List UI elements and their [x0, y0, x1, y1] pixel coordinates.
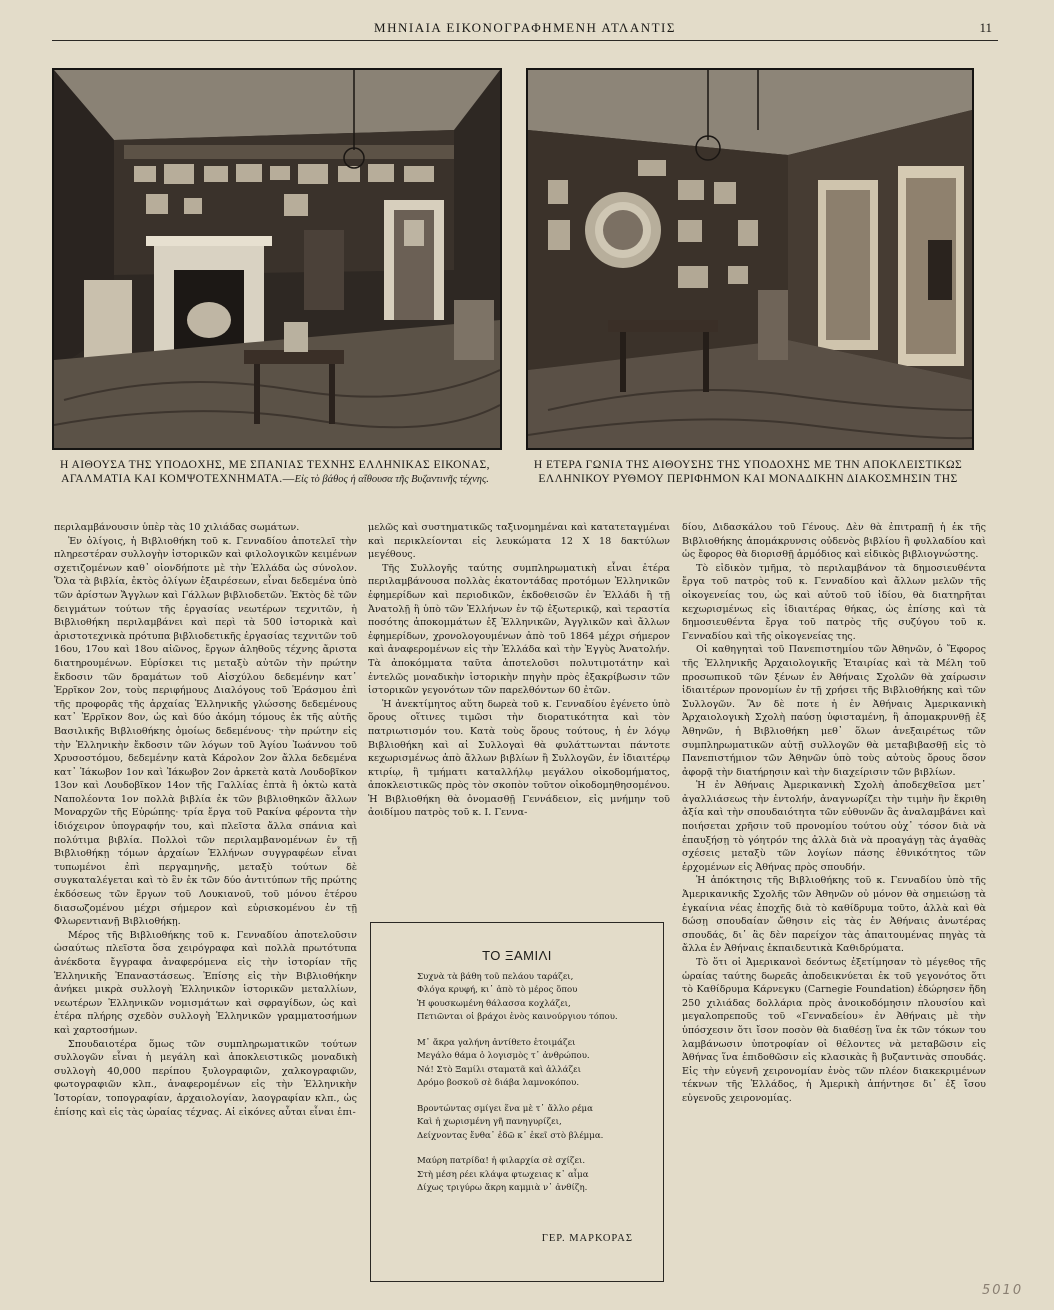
poem-verse: Ἡ φουσκωμένη θάλασσα κοχλάζει, [417, 998, 571, 1009]
text-column-2 [368, 521, 670, 906]
poem-verse: Βροντώντας σμίγει ἕνα μὲ τ᾽ ἄλλο ρέμα [417, 1103, 593, 1114]
library-reception-room-photo [54, 70, 500, 448]
col1-paragraph: Σπουδαιοτέρα ὅμως τῶν συμπληρωματικῶν τούτων συλλογῶν εἶναι ἡ μεγάλη καὶ ἀποκλειστικῶς μοναδικὴ συλλογὴ 40,000 περίπου ξυλογραφιῶν, χαλκογραφιῶν, φωτογραφιῶν κλπ., ἀναφερομένων εἰς τὴν Ἑλληνικὴν Ἱστορίαν, τοπογραφίαν, ἀρχαιολογίαν, λαογραφίαν κλπ., ὡς ἐπίσης καὶ εἰς τὰς ὡραίας τέχνας. Αἱ εἰκόνες αὗται εἶναι ἐπι- [54, 1038, 357, 1118]
poem-verse: Μ᾽ ἄκρα γαλήνη ἀντίθετο ἑτοιμάζει [417, 1037, 576, 1048]
poem-verse: Δίχως τριγύρω ἄκρη καμμιὰ ν᾽ ἀνθίζη. [417, 1183, 588, 1193]
text-column-3 [682, 521, 986, 1299]
left-caption-note: Εἰς τὸ βάθος ἡ αἴθουσα τῆς Βυζαντινῆς τέχνης. [294, 474, 489, 485]
col3-paragraph: Οἱ καθηγηταὶ τοῦ Πανεπιστημίου τῶν Ἀθηνῶν, ὁ Ἔφορος τῆς Ἑλληνικῆς Ἀρχαιολογικῆς Ἑταιρίας καὶ τὰ Μέλη τοῦ προσωπικοῦ τῶν ξένων ἐν Ἀθήναις Σχολῶν θὰ χαίρωσιν ἰδιαιτέρων προνομίων ἐν τῇ χρήσει τῆς Βιβλιοθήκης καὶ τῶν Συλλογῶν. Ἂν δὲ ποτε ἡ ἐν Ἀθήναις Ἀμερικανικὴ Ἀρχαιολογικὴ Σχολὴ παύσῃ ὑφισταμένη, ἢ ἀπομακρυνθῇ ἐξ Ἀθηνῶν, ἡ Βιβλιοθήκη μεθ᾽ ὅλων ἀνεξαιρέτως τῶν συμπληρωματικῶν αὐτῇ συλλογῶν θὰ μεταβιβασθῇ εἰς τὸ Πανεπιστήμιον τῶν Ἀθηνῶν ὑπὸ τοὺς αὐτοὺς ὅρους ὅσον ἀφορᾷ τὴν διατήρησιν καὶ τὴν διαχείρισιν τῶν βιβλίων. [682, 644, 986, 778]
col3-paragraph: δίου, Διδασκάλου τοῦ Γένους. Δὲν θὰ ἐπιτραπῇ ἡ ἐκ τῆς Βιβλιοθήκης ἀπομάκρυνσις οὐδενὸς βιβλίου ἢ φυλλαδίου καὶ ὡς ἔφορος θὰ διορισθῇ ἁρμόδιος καὶ εἰδικὸς βιβλιογνώστης. [682, 522, 986, 561]
col2-paragraph: Ἡ ἀνεκτίμητος αὕτη δωρεὰ τοῦ κ. Γενναδίου ἐγένετο ὑπὸ ὅρους οἵτινες τιμῶσι τὴν διορατικότητα καὶ τὸν πατριωτισμόν του. Κατὰ τοὺς ὅρους τούτους, ἡ ἐν λόγῳ Βιβλιοθήκη καὶ αἱ Συλλογαὶ θὰ φυλάττωνται πάντοτε κεχωρισμένως ἀπὸ ἄλλων βιβλίων ἢ Συλλογῶν, ἐν ἰδιαιτέρῳ κτιρίῳ, ἢ τμήματι καταλλήλῳ μεγάλου οἰκοδομήματος, ἀποκλειστικῶς πρὸς τὸν σκοπὸν τοῦτον οἰκοδομηθησομένου. Ἡ Βιβλιοθήκη θὰ ὀνομασθῇ Γεννάδειον, εἰς μνήμην τοῦ ἀοιδίμου πατρὸς τοῦ κ. Ι. Γεννα- [368, 698, 670, 819]
poem-verse: Πετιῶνται οἱ βράχοι ἑνὸς καινούργιου τόπου. [417, 1012, 618, 1022]
poem-box [370, 922, 664, 1282]
poem-verse: Δρόμο βοσκοῦ σὲ διάβα λαμνοκόπου. [417, 1078, 580, 1088]
room-corner-photo [526, 68, 974, 450]
poem-verse: Δείχνοντας ἔνθα᾽ ἐδῶ κ᾽ ἐκεῖ στὸ βλέμμα. [417, 1130, 604, 1141]
right-caption-main: Η ΕΤΕΡΑ ΓΩΝΙΑ ΤΗΣ ΑΙΘΟΥΣΗΣ ΤΗΣ ΥΠΟΔΟΧΗΣ ΜΕ ΤΗΝ ΑΠΟΚΛΕΙΣΤΙΚΩΣ ΕΛΛΗΝΙΚΟΥ ΡΥΘΜΟΥ ΠΕΡΙΦΗΜΟΝ ΚΑΙ ΜΟΝΑΔΙΚΗΝ ΔΙΑΚΟΣΜΗΣΙΝ ΤΗΣ [533, 458, 963, 485]
poem-title: ΤΟ ΞΑΜΙΛΙ [482, 948, 552, 963]
col1-paragraph: περιλαμβάνουσιν ὑπὲρ τὰς 10 χιλιάδας σωμάτων. [54, 522, 300, 533]
library-room-corner-photo [528, 70, 972, 448]
poem-verse: Στὴ μέση ρέει κλάψα φτωχειας κ᾽ αἷμα [417, 1169, 589, 1180]
poem-stanza [417, 1037, 617, 1091]
col3-paragraph: Τὸ εἰδικὸν τμῆμα, τὸ περιλαμβάνον τὰ δημοσιευθέντα ἔργα τοῦ πατρὸς τοῦ κ. Γενναδίου καὶ ἄλλων μελῶν τῆς οἰκογενείας του, ὡς καὶ αὐτοῦ τοῦ ἰδίου, θὰ διατηρῆται κεχωρισμένως εἰς ἰδιαιτέρας θήκας, ὡς ἐπίσης καὶ τὰ δημοσιευθέντα ἔργα τοῦ πατρὸς τῆς συζύγου τοῦ κ. Γενναδίου καὶ τῆς οἰκογενείας της. [682, 562, 986, 642]
poem-author: ΓΕΡ. ΜΑΡΚΟΡΑΣ [541, 1232, 633, 1244]
pencil-annotation: 5010 [982, 1283, 1024, 1298]
col3-paragraph: Τὸ ὅτι οἱ Ἀμερικανοὶ δεόντως ἐξετίμησαν τὸ μέγεθος τῆς ὡραίας ταύτης δωρεᾶς ἀποδεικνύεται ἐκ τοῦ γεγονότος ὅτι τὸ Καθίδρυμα Κάρνεγκυ (Carnegie Foundation) ἐδώρησεν ἤδη 250 χιλιάδας δολλάρια πρὸς ἀνοικοδόμησιν πλουσίου καὶ μεγαλοπρεποῦς τοῦ «Γενναδείου» ἐν Ἀθήναις μὲ τὴν ὑπόσχεσιν ὅτι ἴσον ποσὸν θὰ διαθέσῃ ἵνα ἐκ τῶν τόκων του λαμβάνωσιν ὑποτροφίαν οἱ θέλοντες νὰ μεταβῶσιν εἰς Ἀθήνας ἵνα ἐπιδοθῶσιν εἰς κλασικὰς ἢ βυζαντινὰς σπουδάς. Εἰς τὴν εὐγενῆ χειρονομίαν ἑνὸς τῶν πλέον διακεκριμένων τέκνων τῆς Ἑλλάδος, ἡ Ἀμερικὴ ἀπήντησε δι᾽ ἐξ ἴσου εὐγενοῦς χειρονομίας. [682, 957, 986, 1104]
col1-paragraph: Ἐν ὀλίγοις, ἡ Βιβλιοθήκη τοῦ κ. Γενναδίου ἀποτελεῖ τὴν πληρεστέραν συλλογὴν ἱστορικῶν καὶ φιλολογικῶν κειμένων σχετιζομένων καθ᾽ οἱονδήποτε μὲ τὴν Ἑλλάδα ὡς σύνολον. Ὅλα τὰ βιβλία, ἐκτὸς ὀλίγων ἐξαιρέσεων, εἶναι δεδεμένα ὑπὸ τῶν ἀρίστων Ἄγγλων καὶ Γάλλων βιβλιοδετῶν. Ἐκτὸς δὲ τῶν δειγμάτων τούτων τῆς ἐργασίας νεωτέρων τεχνιτῶν, ἡ Βιβλιοθήκη περιλαμβάνει καὶ περὶ τὰ 500 ἱστορικὰ καὶ ἀριστοτεχνικὰ πρότυπα βιβλιοδετικῆς ἐργασίας τεχνιτῶν τοῦ 16ου, 17ου καὶ 18ου αἰῶνος, ἔργων ἀληθοῦς τέχνης ἄριστα διατηρουμένων. Εὑρίσκει τις μεταξὺ αὐτῶν τὴν πρώτην ἔκδοσιν τῶν δραμάτων τοῦ Αἰσχύλου δεδεμένην κατ᾽ Ἐρρῖκον 2ον, τοὺς περιφήμους Διαλόγους τοῦ Ἐράσμου ἐπὶ τῆς προφορᾶς τῆς ἀρχαίας Ἑλληνικῆς γλώσσης δεδεμένους κατ᾽ Ἐρρῖκον 8ον, ὡς καὶ δύο ἀκόμη τόμους ἐκ τῆς αὐτῆς Βασιλικῆς Βιβλιοθήκης ὁμοίως δεδεμένους· τὴν πρώτην εἰς τὴν Ἑλληνικὴν ἔκδοσιν τῶν λόγων τοῦ Ἁγίου Ἰωάννου τοῦ Χρυσοστόμου, δεδεμένην κατὰ Κάρολον 2ον ἄλλα δεδεμένα κατ᾽ Ἰάκωβον 1ον καὶ Ἰάκωβον 2ον ἀρκετὰ κατὰ Λουδοβῖκον 13ον καὶ Λουδοβῖκον 14ον τῆς Γαλλίας ἑπτὰ ἢ ὀκτὼ κατὰ Ναπολέοντα 1ον πολλὰ βιβλία ἐκ τῶν βιβλιοθηκῶν ἄλλων Μοναρχῶν τῆς Εὐρώπης· τρία ἔργα τοῦ Ρακίνα φέροντα τὴν ἰδιόχειρον ὑπογραφήν του, καὶ πλεῖστα ἄλλα σπάνια καὶ πολύτιμα βιβλία. Πολλοὶ τῶν περιλαμβανομένων ἐν τῇ Βιβλιοθήκῃ τόμων ἀρχαίων Ἑλλήνων συγγραφέων εἶναι τυπωμένοι ἐπὶ περγαμηνῆς, μεταξὺ τούτων δὲ συγκαταλέγεται καὶ τὸ ἓν ἐκ τῶν δύο ἀντιτύπων τῆς πρώτης ἐκδόσεως τῶν ἔργων τοῦ Λουκιανοῦ, τοῦ μόνου ἑτέρου διασωζομένου μέχρι σήμερον καὶ εὑρισκομένου ἐν τῇ Φλωρεντιανῇ Βιβλιοθήκῃ. [54, 535, 357, 928]
col2-paragraph: μελῶς καὶ συστηματικῶς ταξινομημέναι καὶ κατατεταγμέναι καὶ περικλείονται εἰς λευκώματα 12 X 18 δακτύλων μεγέθους. [368, 522, 670, 561]
poem-stanza [417, 1155, 617, 1196]
poem-verse: Νά! Στὸ Ξαμίλι σταματᾶ καὶ ἀλλάζει [417, 1064, 581, 1075]
poem-verse: Μαύρη πατρίδα! ἡ φιλαρχία σὲ σχίζει. [417, 1156, 586, 1166]
col2-paragraph: Τῆς Συλλογῆς ταύτης συμπληρωματικὴ εἶναι ἑτέρα περιλαμβάνουσα πολλὰς ἑκατοντάδας προτόμων Ἑλληνικῶν ἐφημερίδων καὶ περιοδικῶν, ἐκδοθεισῶν ἐν Ἑλλάδι ἢ τῇ Ἀνατολῇ ἢ ὑπὸ τῶν Ἑλλήνων ἐν τῷ ἐξωτερικῷ, καὶ τεραστία ποσότης ἀποκομμάτων ἐξ Ἑλληνικῶν, Ἀγγλικῶν καὶ ἄλλων ἐφημερίδων, χρονολογουμένων ἀπὸ τοῦ 1864 μέχρι σήμερον καὶ ἀναφερομένων εἰς τὴν Ἑλλάδα καὶ τὴν Ἐγγὺς Ἀνατολήν. Τὰ ἀποκόμματα ταῦτα ἀποτελοῦσι πολυτιμοτάτην καὶ ἐντελῶς μοναδικὴν ἱστορικὴν πηγὴν πρὸς ἐξακρίβωσιν τῶν ἱστορικῶν γεγονότων τῶν παρελθόντων 60 ἐτῶν. [368, 562, 670, 697]
header-rule [52, 40, 998, 41]
right-photo-caption [526, 458, 970, 486]
poem-verse: Συχνὰ τὰ βάθη τοῦ πελάου ταράζει, [417, 971, 574, 982]
poem-verse: Καὶ ἡ χωρισμένη γῆ πανηγυρίζει, [417, 1117, 562, 1127]
col3-paragraph: Ἡ ἀπόκτησις τῆς Βιβλιοθήκης τοῦ κ. Γενναδίου ὑπὸ τῆς Ἀμερικανικῆς Σχολῆς τῶν Ἀθηνῶν οὐ μόνον θὰ σημειώσῃ τὰ ἐγκαίνια νέας ἐποχῆς διὰ τὸ καθίδρυμα τοῦτο, ἀλλὰ καὶ θὰ δώσῃ σπουδαίαν ὤθησιν εἰς τὰς ἐν Ἀθήναις ἀνωτέρας σπουδάς, δι᾽ ἃς δὲν παρείχον τὰς ἀπαιτουμένας πηγὰς τὰ ἄλλα ἐν Ἀθήναις ἐκπαιδευτικὰ Καθιδρύματα. [682, 875, 986, 955]
text-column-1 [54, 521, 357, 1299]
col1-paragraph: Μέρος τῆς Βιβλιοθήκης τοῦ κ. Γενναδίου ἀποτελοῦσιν ὡσαύτως πλεῖστα ὅσα χειρόγραφα καὶ πολλὰ πρωτότυπα ἀνέκδοτα ἔγγραφα ἀναφερόμενα εἰς τὴν ἱστορίαν τῆς Ἑλληνικῆς Ἐπαναστάσεως. Ἐπίσης εἰς τὴν Βιβλιοθήκην ἀνήκει μικρὰ συλλογὴ Ἑλληνικῶν ἱστορικῶν μεταλλίων, νεωτέρων Ἑλληνικῶν νομισμάτων καὶ σφραγίδων, ὡς καὶ ἑτέρα πλήρης σχεδὸν συλλογὴ Ἑλληνικῶν γραμματοσήμων καὶ χαρτοσήμων. [54, 929, 357, 1036]
poem-stanza [417, 971, 617, 1025]
left-photo-caption [52, 458, 498, 487]
col3-paragraph: Ἡ ἐν Ἀθήναις Ἀμερικανικὴ Σχολὴ ἀποδεχθεῖσα μετ᾽ ἀγαλλιάσεως τὴν ἐντολήν, ἀναγνωρίζει τὴν τιμὴν ἣν ἔκριθη ἀξία καὶ τὴν σπουδαιότητα τῶν εὐθυνῶν ἃς ἀναλαμβάνει καὶ ποιήσεται χρῆσιν τοῦ προνομίου τούτου οὐχ᾽ τόσον διὰ νὰ ἐπαυξήσῃ τὸ γόητρόν της ἀλλὰ διὰ νὰ προαγάγῃ τὰς ἀγαθὰς σχέσεις μεταξὺ τῶν λογίων πάσης ἐθνικότητος τῶν ἐρχομένων εἰς Ἀθήνας πρὸς σπουδήν. [682, 780, 986, 873]
poem-verse: Φλόγα κρυφή, κι᾽ ἀπὸ τὸ μέρος ὅπου [417, 985, 578, 995]
page-number: 11 [979, 20, 992, 35]
magazine-title: ΜΗΝΙΑΙΑ ΕΙΚΟΝΟΓΡΑΦΗΜΕΝΗ ΑΤΛΑΝΤΙΣ [374, 20, 676, 35]
reception-room-photo [52, 68, 502, 450]
poem-verse: Μεγάλο θάμα ὁ λογισμὸς τ᾽ ἀνθρώπου. [417, 1051, 590, 1061]
poem-stanza [417, 1103, 617, 1144]
left-caption-main: Η ΑΙΘΟΥΣΑ ΤΗΣ ΥΠΟΔΟΧΗΣ, ΜΕ ΣΠΑΝΙΑΣ ΤΕΧΝΗΣ ΕΛΛΗΝΙΚΑΣ ΕΙΚΟΝΑΣ, ΑΓΑΛΜΑΤΙΑ ΚΑΙ ΚΟΜΨΟΤΕΧΝΗΜΑΤΑ.— [60, 458, 490, 485]
running-header [52, 18, 998, 42]
